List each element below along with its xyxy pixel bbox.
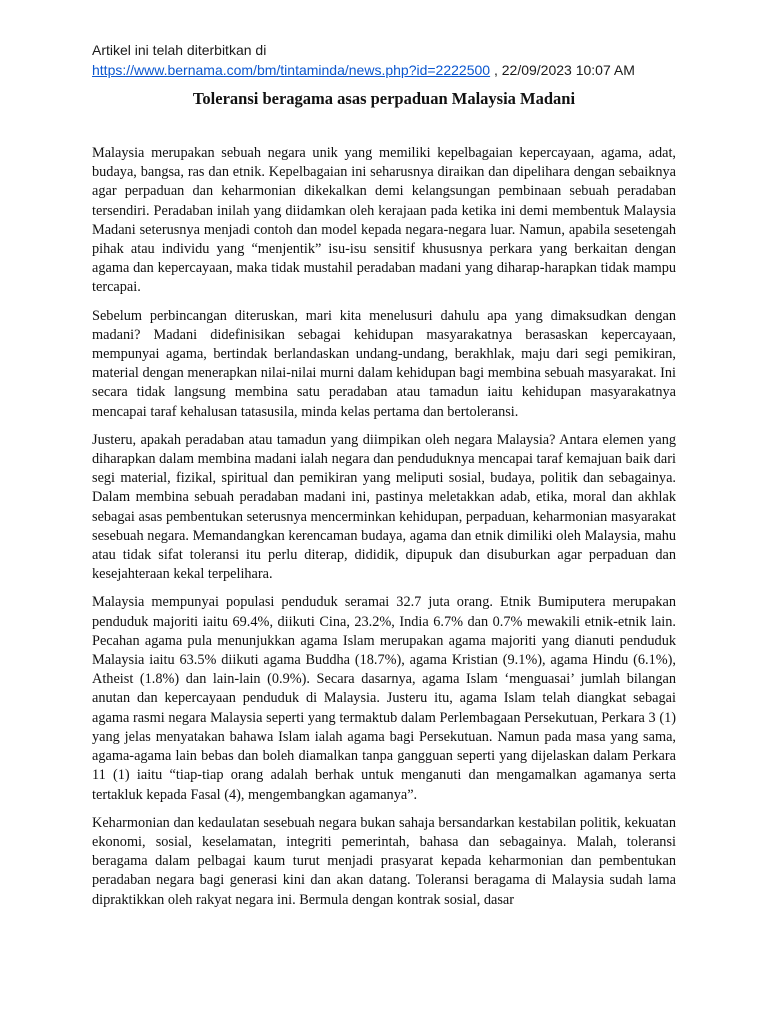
paragraph: Malaysia mempunyai populasi penduduk seramai 32.7 juta orang. Etnik Bumiputera merupakan penduduk majoriti iaitu 69.4%, diikuti Cina, 23.2%, India 6.7% dan 0.7% mewakili etnik-etnik lain. Pecahan agama pula menunjukkan agama Islam merupakan agama majoriti yang dianuti penduduk Malaysia iaitu 63.5% diikuti agama Buddha (18.7%), agama Kristian (9.1%), agama Hindu (6.1%), Atheist (1.8%) dan lain-lain (0.9%). Secara dasarnya, agama Islam ‘menguasai’ jumlah bilangan anutan dan kepercayaan penduduk di Malaysia. Justeru itu, agama Islam telah diangkat sebagai agama rasmi negara Malaysia seperti yang termaktub dalam Perlembagaan Persekutuan, Perkara 3 (1) yang jelas menyatakan bahawa Islam ialah agama bagi Persekutuan. Namun pada masa yang sama, agama-agama lain bebas dan boleh diamalkan tanpa gangguan seperti yang dijelaskan dalam Perkara 11 (1) iaitu “tiap-tiap orang adalah berhak untuk menganuti dan mengamalkan agamanya serta tertakluk kepada Fasal (4), mengembangkan agamanya”. — [92, 594, 676, 803]
source-line — [92, 60, 682, 80]
article-body — [92, 144, 676, 919]
paragraph: Justeru, apakah peradaban atau tamadun yang diimpikan oleh negara Malaysia? Antara elemen yang diharapkan dalam membina madani ialah negara dan penduduknya mencapai taraf kemajuan baik dari segi material, fizikal, spiritual dan pemikiran yang meliputi sosial, budaya, politik dan sebagainya. Dalam membina sebuah peradaban madani ini, pastinya meletakkan adab, etika, moral dan akhlak sebagai asas pembentukan seterusnya mencerminkan kehidupan, perpaduan, keharmonian masyarakat sesebuah negara. Memandangkan kerencaman budaya, agama dan etnik dimiliki oleh Malaysia, mahu atau tidak sifat toleransi itu perlu diterap, dididik, dipupuk dan disuburkan agar perpaduan dan kesejahteraan kekal terpelihara. — [92, 431, 676, 583]
source-link[interactable]: https://www.bernama.com/bm/tintaminda/news.php?id=2222500 — [92, 62, 491, 78]
paragraph: Malaysia merupakan sebuah negara unik yang memiliki kepelbagaian kepercayaan, agama, adat, budaya, bangsa, ras dan etnik. Kepelbagaian ini seharusnya diraikan dan dipelihara dengan sebaiknya agar perpaduan dan keharmonian dikekalkan demi kelangsungan pembinaan sebuah peradaban tersendiri. Peradaban inilah yang diidamkan oleh kerajaan pada ketika ini demi membentuk Malaysia Madani seterusnya menjadi contoh dan model kepada negara-negara luar. Namun, apabila sesetengah pihak atau individu yang “menjentik” isu-isu sensitif khususnya perkara yang berkaitan dengan agama dan kepercayaan, maka tidak mustahil peradaban madani yang diharap-harapkan tidak mampu tercapai. — [92, 145, 676, 296]
published-line: Artikel ini telah diterbitkan di — [92, 42, 267, 58]
paragraph: Keharmonian dan kedaulatan sesebuah negara bukan sahaja bersandarkan kestabilan politik, kekuatan ekonomi, sosial, keselamatan, integriti pemerintah, bahasa dan sebagainya. Malah, toleransi beragama dalam pelbagai kaum turut menjadi prasyarat kepada keharmonian dan pembentukan peradaban negara bagi generasi kini dan akan datang. Toleransi beragama di Malaysia sudah lama dipraktikkan oleh rakyat negara ini. Bermula dengan kontrak sosial, dasar — [92, 814, 676, 908]
article-title: Toleransi beragama asas perpaduan Malaysia Madani — [192, 89, 576, 108]
date-stamp: , 22/09/2023 10:07 AM — [493, 62, 635, 78]
paragraph: Sebelum perbincangan diteruskan, mari kita menelusuri dahulu apa yang dimaksudkan dengan madani? Madani didefinisikan sebagai kehidupan masyarakatnya berasaskan kepercayaan, mempunyai agama, bertindak berlandaskan undang-undang, berakhlak, maju dari segi pemikiran, material dengan menerapkan nilai-nilai murni dalam kehidupan bagi membina sebuah masyarakat. Ini secara tidak langsung membina satu peradaban atau tamadun iaitu kehidupan masyarakatnya mencapai taraf kehalusan tatasusila, minda kelas pertama dan bertoleransi. — [92, 307, 676, 420]
publication-header — [92, 40, 682, 80]
